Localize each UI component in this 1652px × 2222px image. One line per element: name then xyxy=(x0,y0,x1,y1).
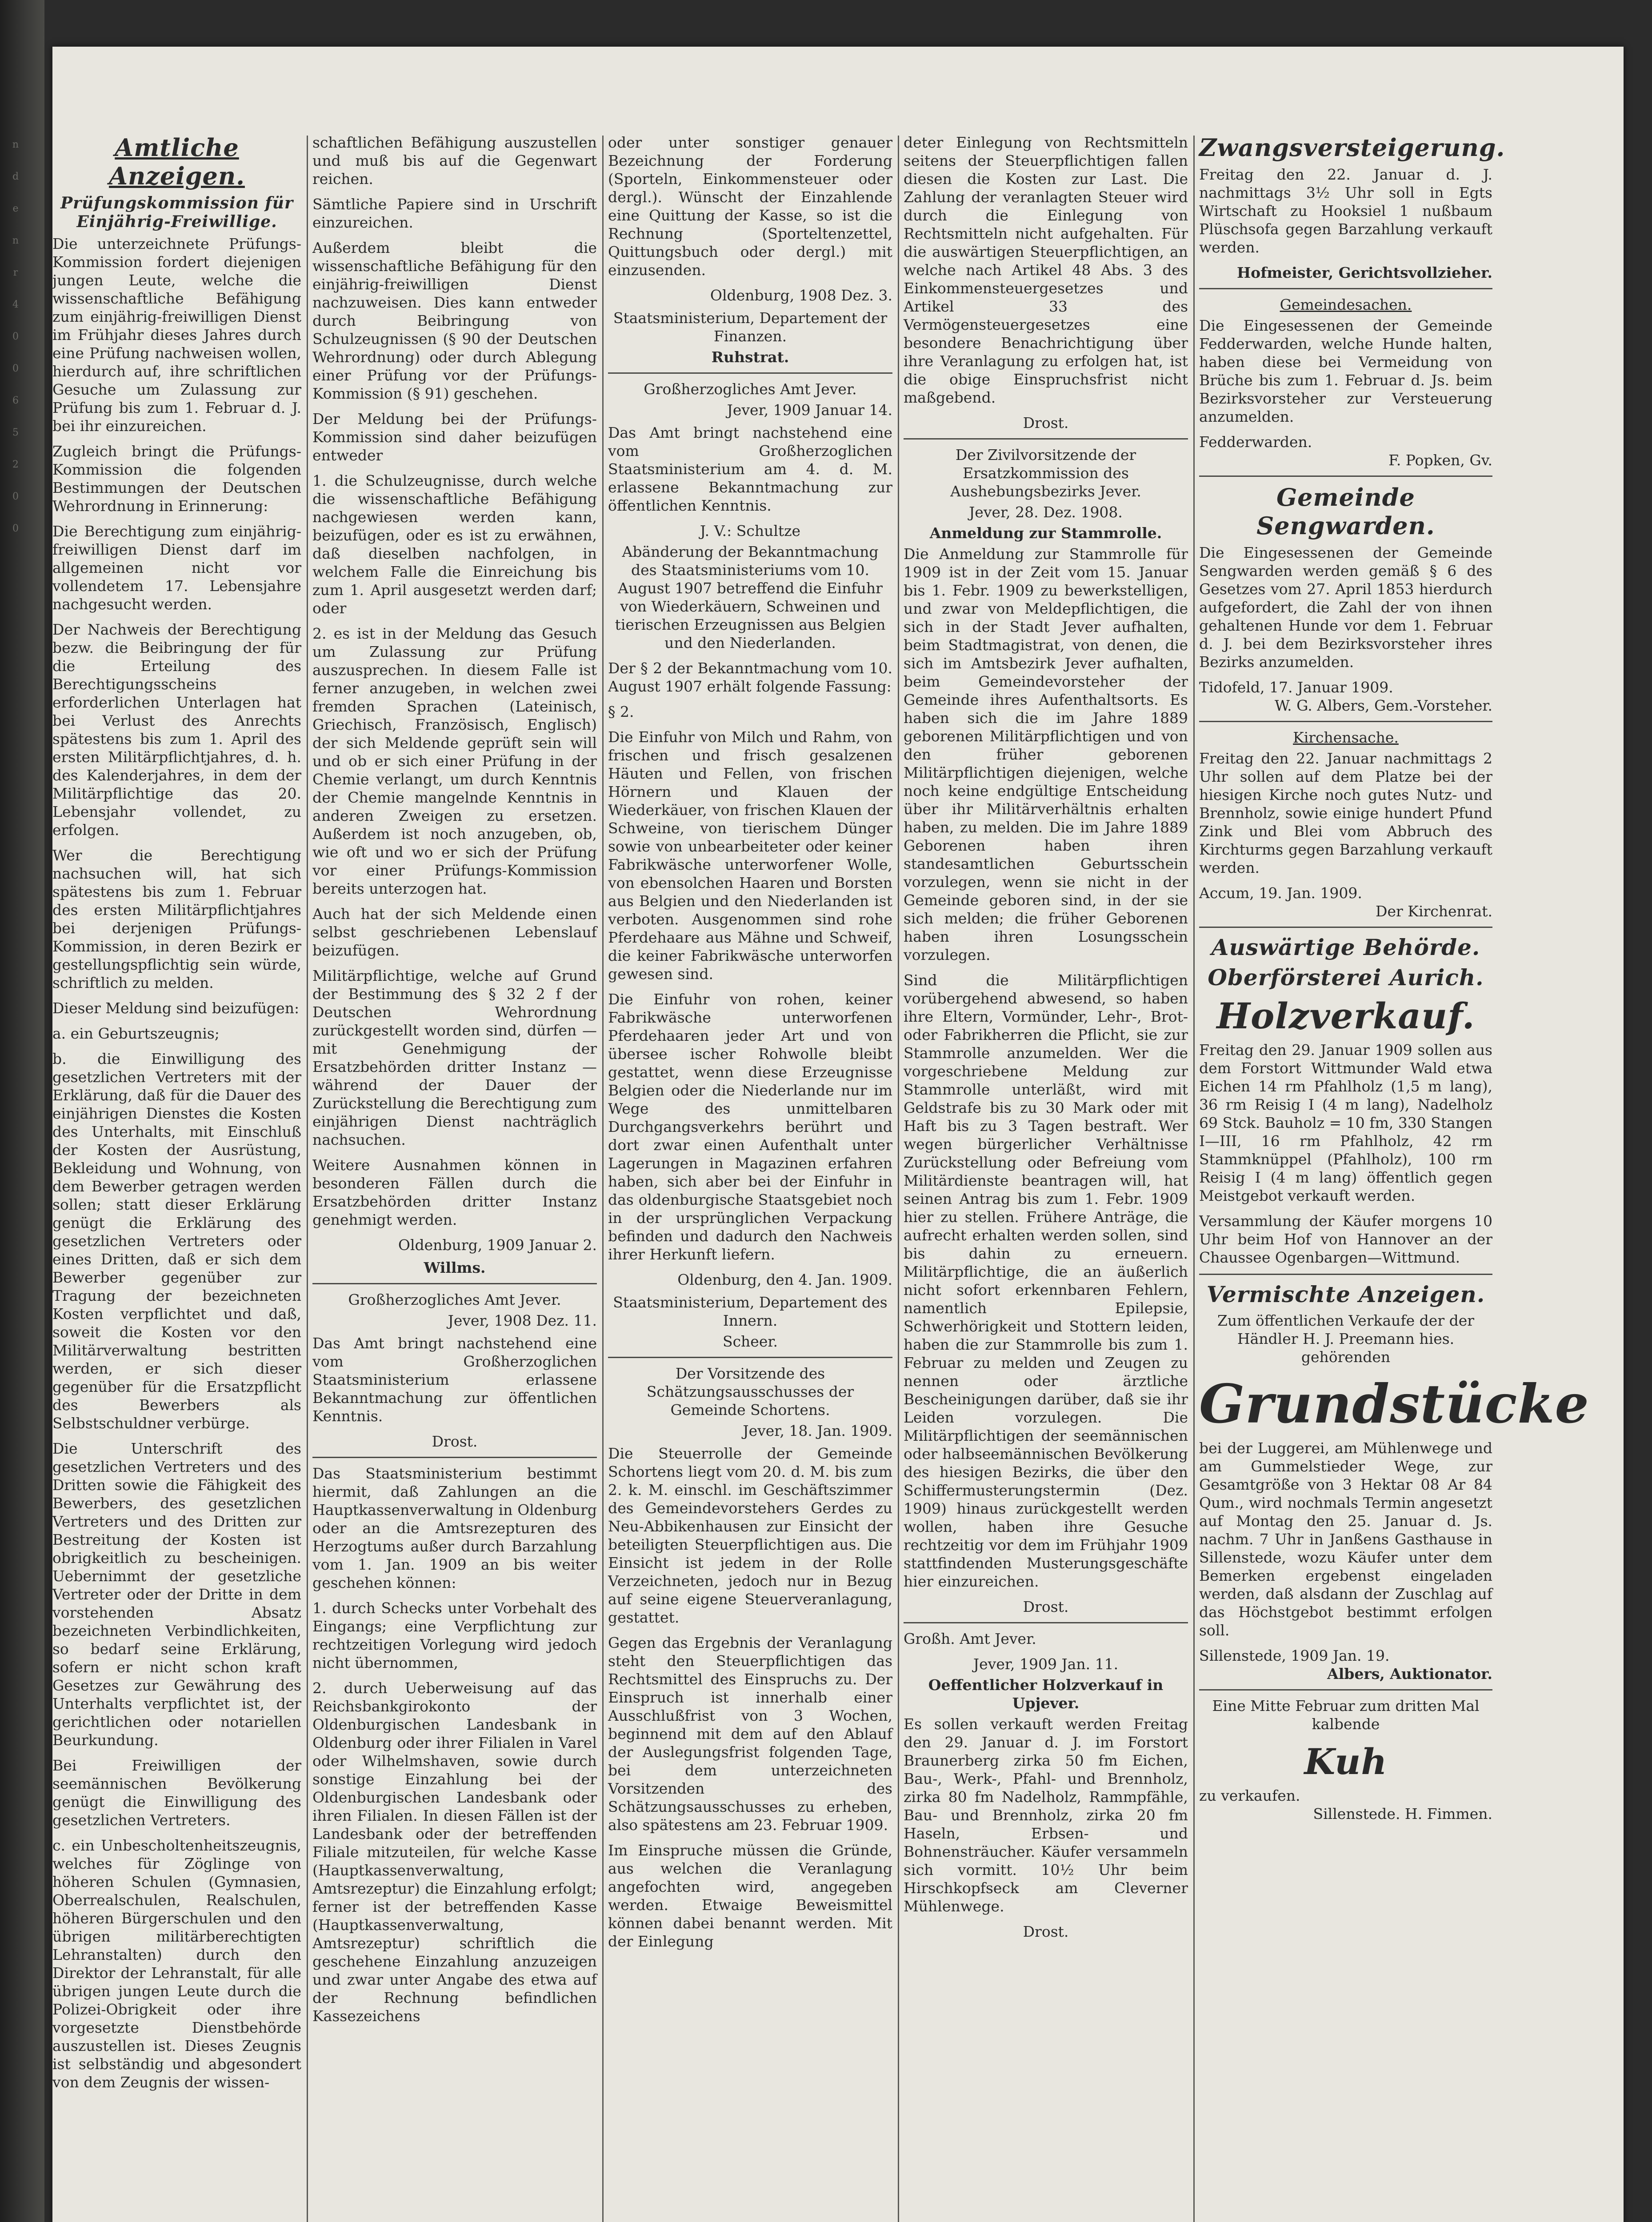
notice-body xyxy=(608,133,892,279)
paragraph: Auch hat der sich Meldende einen selbst geschriebenen Lebenslauf beizufügen. xyxy=(312,905,597,959)
column-rule xyxy=(602,136,604,2222)
notice-authority: Der Vorsitzende des Schätzungsausschusses der Gemeinde Schortens. xyxy=(646,1365,854,1419)
notice-authority: Großherzogliches Amt Jever. xyxy=(644,380,857,398)
notice-body xyxy=(904,545,1188,1591)
ad-signature: Der Kirchenrat. xyxy=(1376,903,1492,920)
section-heading-amtliche-anzeigen: Amtliche Anzeigen. xyxy=(109,133,245,190)
notice-authority: Großherzogliches Amt Jever. xyxy=(348,1291,561,1308)
notice-text: Es sollen verkauft werden Freitag den 29. Januar d. J. im Forstort Braunerberg zirka 50 fm Eichen, Bau-, Werk-, Pfahl- und Brennholz, zirka 80 fm Nadelholz, Rammpfähle, Bau- und Brennholz, zirka 20 fm Haseln, Erbsen- und Bohnensträucher. Käufer versammeln sich vormitt. 10½ Uhr beim Hirschkopfseck am Cleverner Mühlenwege. xyxy=(904,1715,1188,1915)
ad-heading: Vermischte Anzeigen. xyxy=(1206,1281,1485,1307)
separator xyxy=(1199,288,1492,289)
ad-signature: Albers, Auktionator. xyxy=(1327,1665,1492,1682)
paragraph: Militärpflichtige, welche auf Grund der Bestimmung des § 32 2 f der Deutschen Wehrordnung zurückgestellt worden sind, dürfen — mit Genehmigung der Ersatzbehörden dritter Instanz — während der Dauer der Zurückstellung die Berechtigung zum einjährigen Dienst nachträglich nachsuchen. xyxy=(312,967,597,1148)
edge-glyph: 0 xyxy=(12,523,19,534)
ad-text: Die Eingesessenen der Gemeinde Fedderwarden, welche Hunde halten, haben diese bei Vermeidung von Brüche bis zum 1. Februar d. Js. beim Bezirksvorsteher zur Versteuerung anzumelden. xyxy=(1199,317,1492,425)
signature-authority: Staatsministerium, Departement der Finanzen. xyxy=(613,309,888,345)
separator xyxy=(312,1283,597,1284)
notice-date: Jever, 18. Jan. 1909. xyxy=(743,1422,892,1439)
notice-text: Das Amt bringt nachstehend eine vom Großherzoglichen Staatsministerium erlassene Bekanntmachung zur öffentlichen Kenntnis. xyxy=(312,1335,597,1425)
separator xyxy=(608,1357,892,1358)
ad-text: Freitag den 22. Januar nachmittags 2 Uhr sollen auf dem Platze bei der hiesigen Kirche noch gutes Nutz- und Brennholz, sowie einige hundert Pfund Zink und Blei vom Abbruch des Kirchturms gegen Barzahlung verkauft werden. xyxy=(1199,750,1492,876)
ad-text: Freitag den 22. Januar d. J. nachmittags 3½ Uhr soll in Egts Wirtschaft zu Hooksiel 1 nußbaum Plüschsofa gegen Barzahlung verkauft werden. xyxy=(1199,166,1492,256)
ad-place: Tidofeld, 17. Januar 1909. xyxy=(1199,679,1393,696)
paragraph: 2. durch Ueberweisung auf das Reichsbankgirokonto der Oldenburgischen Landesbank in Oldenburg oder ihrer Filialen in Varel oder Wilhelmshaven, sowie durch sonstige Einzahlung bei der Oldenburgischen Landesbank oder ihren Filialen. In diesen Fällen ist der Landesbank oder der betreffenden Filiale mitzuteilen, für welche Kasse (Hauptkassenverwaltung, Amtsrezeptur) die Einzahlung erfolgt; ferner ist der betreffenden Kasse (Hauptkassenverwaltung, Amtsrezeptur) schriftlich die geschehene Einzahlung anzuzeigen und zwar unter Angabe des etwa auf der Rechnung befindlichen Kassezeichens xyxy=(312,1679,597,2025)
edge-glyph: 0 xyxy=(12,491,19,502)
paragraph: 2. es ist in der Meldung das Gesuch um Zulassung zur Prüfung auszusprechen. In diesem Falle ist ferner anzugeben, in welchen zwei fremden Sprachen (Lateinisch, Griechisch, Französisch, Englisch) der sich Meldende geprüft sein will und ob er sich einer Prüfung in der Chemie verlangt, um durch Kenntnis der Chemie mangelnde Kenntnis in anderen Zweigen zu ersetzen. Außerdem ist noch anzugeben, ob, wie oft und wo er sich der Prüfung vor einer Prüfungs-Kommission bereits unterzogen hat. xyxy=(312,625,597,897)
ad-heading: Gemeinde Sengwarden. xyxy=(1256,483,1435,540)
paragraph: Der Meldung bei der Prüfungs-Kommission sind daher beizufügen entweder xyxy=(312,410,597,464)
separator xyxy=(1199,1274,1492,1275)
edge-glyph: 2 xyxy=(12,459,19,470)
paragraph: Der § 2 der Bekanntmachung vom 10. August 1907 erhält folgende Fassung: xyxy=(608,659,892,695)
paragraph: Der Nachweis der Berechtigung bezw. die Beibringung der für die Erteilung des Berechtigungsscheins erforderlichen Unterlagen hat bei Verlust des Anrechts spätestens bis zum 1. April des ersten Militärpflichtjahres, d. h. des Kalenderjahres, in dem der Militärpflichtige das 20. Lebensjahr vollendet, zu erfolgen. xyxy=(52,621,301,839)
ad-heading: Oberförsterei Aurich. xyxy=(1208,964,1484,991)
ad-heading: Kirchensache. xyxy=(1293,729,1399,746)
signature-place: Oldenburg, den 4. Jan. 1909. xyxy=(677,1271,892,1288)
paragraph: Bei Freiwilligen der seemännischen Bevölkerung genügt die Einwilligung des gesetzlichen Vertreters. xyxy=(52,1757,301,1829)
ad-place: Sillenstede, 1909 Jan. 19. xyxy=(1199,1647,1390,1664)
ad-signature: Sillenstede. H. Fimmen. xyxy=(1313,1805,1492,1822)
separator xyxy=(904,438,1188,440)
separator xyxy=(904,1622,1188,1623)
paragraph: Die Einfuhr von Milch und Rahm, von frischen und frisch gesalzenen Häuten und Fellen, von frischen Hörnern und Klauen der Wiederkäuer, von frischen Klauen der Schweine, von tierischem Dünger sowie von unbearbeiteter oder keiner Fabrikwäsche unterworfener Wolle, von ebensolchen Haaren und Borsten aus Belgien und den Niederlanden ist verboten. Ausgenommen sind rohe Pferdehaare aus Mähne und Schweif, die keiner Fabrikwäsche unterworfen gewesen sind. xyxy=(608,728,892,983)
notice-body xyxy=(52,235,301,2091)
notice-title: Oeffentlicher Holzverkauf in Upjever. xyxy=(928,1676,1164,1712)
separator xyxy=(1199,476,1492,477)
previous-page-edge xyxy=(0,129,31,1773)
ad-text: bei der Luggerei, am Mühlenwege und am Gummelstieder Wege, zur Gesamtgröße von 3 Hektar 08 Ar 84 Qum., wird nochmals Termin angesetzt auf Montag den 25. Januar d. Js. nachm. 7 Uhr in Janßens Gasthause in Sillenstede, wozu Käufer unter dem Bemerken ergebenst eingeladen werden, daß alsdann der Zuschlag auf das Höchstgebot bestimmt erfolgen soll. xyxy=(1199,1439,1492,1639)
paragraph: Gegen das Ergebnis der Veranlagung steht den Steuerpflichtigen das Rechtsmittel des Einspruchs zu. Der Einspruch ist innerhalb einer Ausschlußfrist von 3 Wochen, beginnend mit dem auf den Ablauf der Auslegungsfrist folgenden Tage, bei dem unterzeichneten Vorsitzenden des Schätzungsausschusses zu erheben, also spätestens am 23. Februar 1909. xyxy=(608,1634,892,1834)
ad-heading: Zwangsversteigerung. xyxy=(1199,133,1505,162)
signature-authority: Staatsministerium, Departement des Innern. xyxy=(613,1294,888,1329)
edge-glyph: r xyxy=(13,267,18,278)
notice-authority: Der Zivilvorsitzende der Ersatzkommission des Aushebungsbezirks Jever. xyxy=(950,446,1141,500)
edge-glyph: 0 xyxy=(12,331,19,342)
edge-glyph: 5 xyxy=(12,427,19,438)
ad-text: zu verkaufen. xyxy=(1199,1787,1300,1804)
column-1 xyxy=(52,133,301,2222)
notice-signature: Drost. xyxy=(1023,1598,1069,1615)
ad-text: Eine Mitte Februar zum dritten Mal kalbende xyxy=(1212,1697,1480,1733)
paragraph: schaftlichen Befähigung auszustellen und muß bis auf die Gegenwart reichen. xyxy=(312,134,597,188)
notice-title: Abänderung der Bekanntmachung des Staatsministeriums vom 10. August 1907 betreffend die Einfuhr von Wiederkäuern, Schweinen und tierischen Erzeugnissen aus Belgien und den Niederlanden. xyxy=(615,543,886,651)
notice-authority: Großh. Amt Jever. xyxy=(904,1630,1036,1647)
column-5 xyxy=(1199,133,1589,2222)
ad-signature: F. Popken, Gv. xyxy=(1388,452,1492,469)
notice-title: Anmeldung zur Stammrolle. xyxy=(929,524,1162,542)
notice-body xyxy=(608,1444,892,1950)
paragraph: § 2. xyxy=(608,703,634,720)
ad-text: Zum öffentlichen Verkaufe der der Händler H. J. Preemann hies. gehörenden xyxy=(1217,1312,1475,1366)
notice-signature: Drost. xyxy=(432,1433,478,1450)
paragraph: Außerdem bleibt die wissenschaftliche Befähigung für den einjährig-freiwilligen Dienst nachzuweisen. Dies kann entweder durch Beibringung von Schulzeugnissen (§ 90 der Deutschen Wehrordnung) oder durch Ablegung einer Prüfung vor der Prüfungs-Kommission (§ 91) geschehen. xyxy=(312,239,597,402)
column-4 xyxy=(904,133,1188,2222)
column-2 xyxy=(312,133,597,2222)
newspaper-page xyxy=(52,47,1624,2222)
separator xyxy=(1199,1689,1492,1690)
ad-title: Grundstücke xyxy=(1199,1373,1589,1435)
paragraph: Sind die Militärpflichtigen vorübergehend abwesend, so haben ihre Eltern, Vormünder, Lehr-, Brot- oder Fabrikherren die Pflicht, sie zur Stammrolle anzumelden. Wer die vorgeschriebene Meldung zur Stammrolle unterläßt, wird mit Geldstrafe bis zu 30 Mark oder mit Haft bis zu 3 Tagen bestraft. Wer wegen bürgerlicher Verhältnisse Zurückstellung oder Befreiung vom Militärdienste beantragen will, hat seinen Antrag bis zum 1. Febr. 1909 hier zu stellen. Frühere Anträge, die aufrecht erhalten werden sollen, sind bis dahin zu erneuern. Militärpflichtige, die an äußerlich nicht sofort erkennbaren Fehlern, namentlich Epilepsie, Schwerhörigkeit und Stottern leiden, haben die zur Stammrolle bis zum 1. Februar zu melden und Zeugen zu nennen oder ärztliche Bescheinigungen darüber, daß sie ihr Leiden vorzulegen. Die Militärpflichtigen der seemännischen oder halbseemännischen Bevölkerung des hiesigen Bezirks, die über den Schiffermusterungstermin (Dez. 1909) hinaus zurückgestellt werden wollen, haben ihre Gesuche rechtzeitig vor dem im Frühjahr 1909 stattfindenden Musterungsgeschäfte hier einzureichen. xyxy=(904,971,1188,1590)
notice-body xyxy=(608,659,892,1263)
column-3 xyxy=(608,133,892,2222)
ad-title: Kuh xyxy=(1304,1741,1388,1782)
notice-body xyxy=(312,1464,597,2025)
edge-glyph: 0 xyxy=(12,363,19,374)
edge-glyph: n xyxy=(12,139,19,150)
column-rule xyxy=(898,136,899,2222)
edge-glyph: 6 xyxy=(12,395,19,406)
ad-title: Holzverkauf. xyxy=(1216,995,1475,1037)
edge-glyph: d xyxy=(12,171,19,182)
ad-text: Die Eingesessenen der Gemeinde Sengwarden werden gemäß § 6 des Gesetzes vom 27. April 1853 hierdurch aufgefordert, die Zahl der von ihnen gehaltenen Hunde vor dem 1. Februar d. J. bei dem Bezirksvorsteher ihres Bezirks anzumelden. xyxy=(1199,544,1492,671)
notice-date: Jever, 1909 Jan. 11. xyxy=(973,1655,1119,1673)
column-rule xyxy=(1193,136,1195,2222)
paragraph: Die Einfuhr von rohen, keiner Fabrikwäsche unterworfenen Pferdehaaren jeder Art und von übersee ischer Rohwolle bleibt gestattet, wenn diese Erzeugnisse Belgien oder die Niederlande nur im Wege des unmittelbaren Durchgangsverkehrs berührt und dort zwar einen Aufenthalt unter Lagerungen in Magazinen erfahren haben, sich aber bei der Einfuhr in das oldenburgische Staatsgebiet noch in der ursprünglichen Verpackung befinden und dadurch den Nachweis ihrer Herkunft liefern. xyxy=(608,991,892,1263)
paragraph: Wer die Berechtigung nachsuchen will, hat sich spätestens bis zum 1. Februar des ersten Militärpflichtjahres bei derjenigen Prüfungs-Kommission, in deren Bezirk er gestellungspflichtig sein würde, schriftlich zu melden. xyxy=(52,847,301,991)
separator xyxy=(1199,721,1492,722)
column-rule xyxy=(307,136,308,2222)
notice-text: Das Amt bringt nachstehend eine vom Großherzoglichen Staatsministerium am 4. d. M. erlassene Bekanntmachung zur öffentlichen Kenntnis. xyxy=(608,424,892,514)
notice-date: Jever, 1908 Dez. 11. xyxy=(448,1312,597,1329)
edge-glyph: n xyxy=(12,235,19,246)
paragraph: Zugleich bringt die Prüfungs-Kommission die folgenden Bestimmungen der Deutschen Wehrordnung in Erinnerung: xyxy=(52,443,301,515)
signature-name: Drost. xyxy=(1023,414,1069,432)
notice-date: Jever, 1909 Januar 14. xyxy=(727,401,892,419)
paragraph: a. ein Geburtszeugnis; xyxy=(52,1025,220,1042)
ad-text: Freitag den 29. Januar 1909 sollen aus dem Forstort Wittmunder Wald etwa Eichen 14 rm Pfahlholz (1,5 m lang), 36 rm Reisig I (4 m lang), Nadelholz 69 Stck. Bauholz = 10 fm, 330 Stangen I—III, 16 rm Pfahlholz, 42 rm Stammknüppel (Pfahlholz), 100 rm Reisig I (4 m lang) öffentlich gegen Meistgebot verkauft werden. xyxy=(1199,1041,1492,1204)
paragraph: Die Anmeldung zur Stammrolle für 1909 ist in der Zeit vom 15. Januar bis 1. Febr. 1909 zu bewerkstelligen, und zwar von Meldepflichtigen, die sich in der Stadt Jever aufhalten, beim Stadtmagistrat, von denen, die sich im Amtsbezirk Jever aufhalten, beim Gemeindevorsteher der Gemeinde ihres Aufenthaltsorts. Es haben sich die im Jahre 1889 geborenen Militärpflichtigen und von den früher geborenen Militärpflichtigen diejenigen, welche noch keine endgültige Entscheidung über ihr Militärverhältnis erhalten haben, zu melden. Die im Jahre 1889 Geborenen haben ihren standesamtlichen Geburtsschein vorzulegen, wenn sie nicht in der Gemeinde geboren sind, in der sie sich melden; die früher Geborenen haben ihren Losungsschein vorzulegen. xyxy=(904,545,1188,963)
paragraph: b. die Einwilligung des gesetzlichen Vertreters mit der Erklärung, daß für die Dauer des einjährigen Dienstes die Kosten des Unterhalts, mit Einschluß der Kosten der Ausrüstung, Bekleidung und Wohnung, von dem Bewerber getragen werden sollen; statt dieser Erklärung genügt die Erklärung des gesetzlichen Vertreters oder eines Dritten, daß er sich dem Bewerber gegenüber zur Tragung der bezeichneten Kosten verpflichtet und daß, soweit die Kosten vor den Militärverwaltung bestritten werden, er sich dieser gegenüber für die Ersatzpflicht des Bewerbers als Selbstschuldner verbürge. xyxy=(52,1050,301,1432)
notice-signature: J. V.: Schultze xyxy=(700,522,801,540)
ad-place: Fedderwarden. xyxy=(1199,433,1312,451)
signature-name: Willms. xyxy=(424,1259,486,1276)
edge-glyph: e xyxy=(12,203,19,214)
signature-name: Scheer. xyxy=(722,1333,778,1350)
paragraph: Die unterzeichnete Prüfungs-Kommission fordert diejenigen jungen Leute, welche die wissenschaftliche Befähigung zum einjährig-freiwilligen Dienst im Frühjahr dieses Jahres durch eine Prüfung nachweisen wollen, hierdurch auf, ihre schriftlichen Gesuche um Zulassung zur Prüfung bis zum 1. Februar d. J. bei ihr einzureichen. xyxy=(52,235,301,435)
paragraph: Weitere Ausnahmen können in besonderen Fällen durch die Ersatzbehörden dritter Instanz genehmigt werden. xyxy=(312,1156,597,1228)
notice-body xyxy=(312,133,597,1229)
signature-place: Oldenburg, 1908 Dez. 3. xyxy=(710,287,892,304)
separator xyxy=(312,1457,597,1458)
edge-glyph: 4 xyxy=(12,299,19,310)
ad-signature: Hofmeister, Gerichtsvollzieher. xyxy=(1237,264,1492,281)
paragraph: Die Unterschrift des gesetzlichen Vertreters und des Dritten sowie die Fähigkeit des Bewerbers, des gesetzlichen Vertreters und des Dritten zur Bestreitung der Kosten ist obrigkeitlich zu bescheinigen. Uebernimmt der gesetzliche Vertreter oder der Dritte in dem vorstehenden Absatz bezeichneten Verbindlichkeiten, so bedarf seine Erklärung, sofern er nicht schon kraft Gesetzes zur Gewährung des Unterhalts verpflichtet ist, der gerichtlichen oder notariellen Beurkundung. xyxy=(52,1440,301,1749)
paragraph: oder unter sonstiger genauer Bezeichnung der Forderung (Sporteln, Einkommensteuer oder dergl.). Wünscht der Einzahlende eine Quittung der Kasse, so ist die Rechnung (Sporteltenzettel, Quittungsbuch oder dergl.) mit einzusenden. xyxy=(608,134,892,279)
paragraph: 1. die Schulzeugnisse, durch welche die wissenschaftliche Befähigung nachgewiesen werden kann, beizufügen, oder es ist zu erwähnen, daß dieselben nachfolgen, in welchem Falle die Einreichung bis zum 1. April ausgesetzt werden darf; oder xyxy=(312,472,597,617)
notice-heading: Prüfungskommission für Einjährig-Freiwillige. xyxy=(60,194,293,231)
paragraph: Das Staatsministerium bestimmt hiermit, daß Zahlungen an die Hauptkassenverwaltung in Oldenburg oder an die Amtsrezepturen des Herzogtums außer durch Barzahlung vom 1. Jan. 1909 an bis weiter geschehen können: xyxy=(312,1465,597,1591)
paragraph: 1. durch Schecks unter Vorbehalt des Eingangs; eine Verpflichtung zur rechtzeitigen Vorlegung wird jedoch nicht übernommen, xyxy=(312,1599,597,1671)
ad-heading: Gemeindesachen. xyxy=(1280,296,1412,313)
paragraph: Sämtliche Papiere sind in Urschrift einzureichen. xyxy=(312,196,597,231)
ad-text: Versammlung der Käufer morgens 10 Uhr beim Hof von Hannover an der Chaussee Ogenbargen—Wittmund. xyxy=(1199,1212,1492,1266)
ad-heading: Auswärtige Behörde. xyxy=(1211,934,1480,960)
signature-place: Oldenburg, 1909 Januar 2. xyxy=(398,1236,597,1254)
notice-signature: Drost. xyxy=(1023,1923,1069,1940)
signature-name: Ruhstrat. xyxy=(711,348,789,366)
paragraph: Die Steuerrolle der Gemeinde Schortens liegt vom 20. d. M. bis zum 2. k. M. einschl. im Geschäftszimmer des Gemeindevorstehers Gerdes zu Neu-Abbikenhausen zur Einsicht der beteiligten Steuerpflichtigen aus. Die Einsicht ist jedem in der Rolle Verzeichneten, jedoch nur in Bezug auf seine eigene Steuerveranlagung, gestattet. xyxy=(608,1445,892,1626)
paragraph: deter Einlegung von Rechtsmitteln seitens der Steuerpflichtigen fallen diesen die Kosten zur Last. Die Zahlung der veranlagten Steuer wird durch die Einlegung von Rechtsmitteln nicht aufgehalten. Für die auswärtigen Steuerpflichtigen, an welche nach Artikel 48 Abs. 3 des Einkommensteuergesetzes und Artikel 33 des Vermögensteuergesetzes eine besondere Benachrichtigung über ihre Veranlagung zu erfolgen hat, ist die obige Einspruchsfrist nicht maßgebend. xyxy=(904,134,1188,406)
paragraph: Die Berechtigung zum einjährig-freiwilligen Dienst darf im allgemeinen nicht vor vollendetem 17. Lebensjahre nachgesucht werden. xyxy=(52,523,301,613)
paragraph: Im Einspruche müssen die Gründe, aus welchen die Veranlagung angefochten wird, angegeben werden. Etwaige Beweismittel können dabei benannt werden. Mit der Einlegung xyxy=(608,1842,892,1950)
ad-place: Accum, 19. Jan. 1909. xyxy=(1199,884,1362,902)
paragraph: c. ein Unbescholtenheitszeugnis, welches für Zöglinge von höheren Schulen (Gymnasien, Oberrealschulen, Realschulen, höheren Bürgerschulen und den übrigen militärberechtigten Lehranstalten) durch den Direktor der Lehranstalt, für alle übrigen jungen Leute durch die Polizei-Obrigkeit oder ihre vorgesetzte Dienstbehörde auszustellen ist. Dieses Zeugnis ist selbständig und abgesondert von dem Zeugnis der wissen- xyxy=(52,1837,301,2091)
notice-date: Jever, 28. Dez. 1908. xyxy=(969,504,1123,521)
separator xyxy=(1199,927,1492,928)
paragraph: Dieser Meldung sind beizufügen: xyxy=(52,999,300,1017)
ad-signature: W. G. Albers, Gem.-Vorsteher. xyxy=(1274,697,1492,714)
notice-body xyxy=(904,133,1188,407)
separator xyxy=(608,372,892,374)
